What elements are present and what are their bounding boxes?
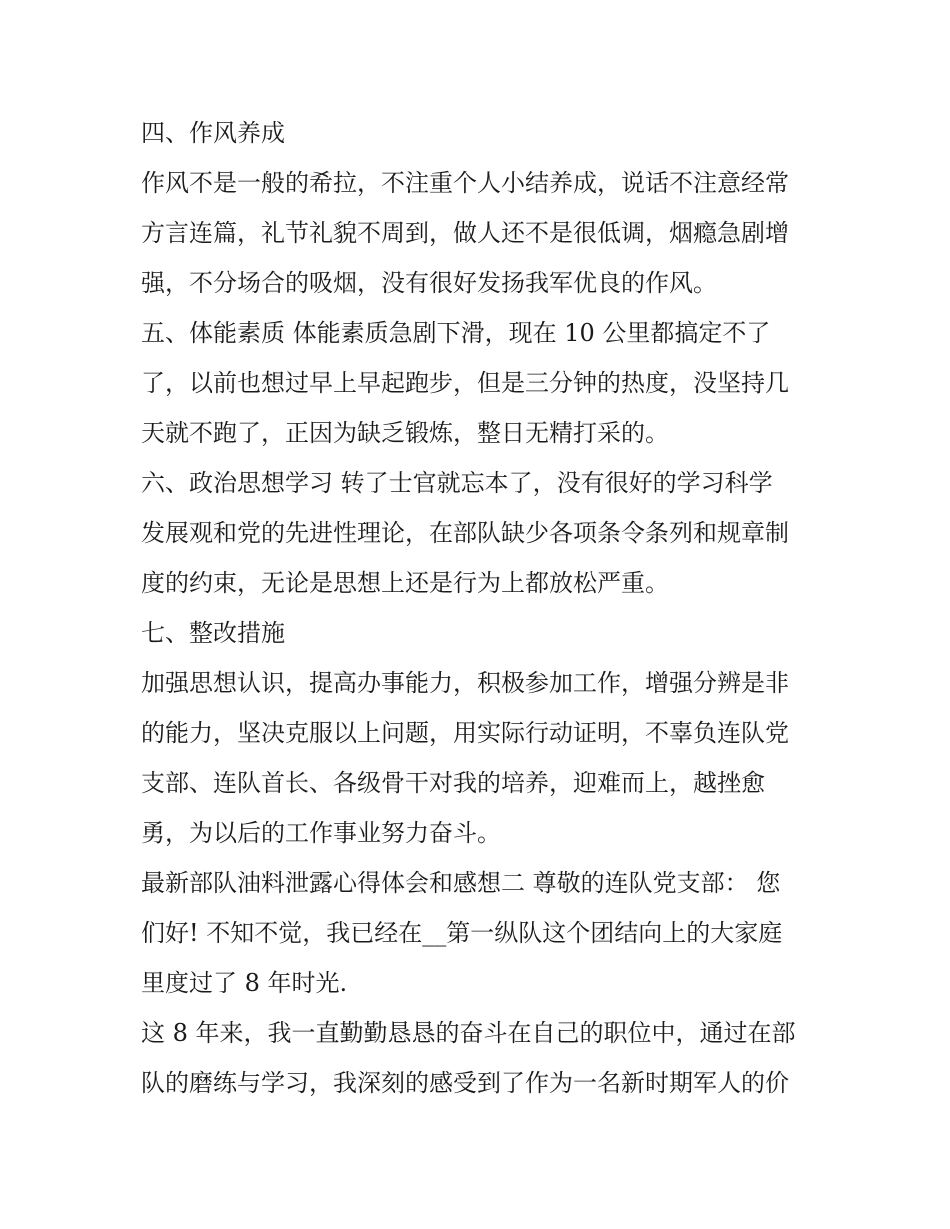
paragraph-line: 最新部队油料泄露心得体会和感想二 尊敬的连队党支部： 您 bbox=[141, 869, 781, 897]
paragraph-line: 六、政治思想学习 转了士官就忘本了，没有很好的学习科学 bbox=[141, 469, 773, 497]
paragraph-line: 了，以前也想过早上早起跑步，但是三分钟的热度，没坚持几 bbox=[141, 369, 789, 397]
paragraph-line: 里度过了 8 年时光. bbox=[141, 969, 348, 997]
paragraph-line: 这 8 年来，我一直勤勤恳恳的奋斗在自己的职位中，通过在部 bbox=[141, 1019, 796, 1047]
paragraph-line: 五、体能素质 体能素质急剧下滑，现在 10 公里都搞定不了 bbox=[141, 319, 771, 347]
paragraph-line: 天就不跑了，正因为缺乏锻炼，整日无精打采的。 bbox=[141, 419, 669, 447]
heading-style: 四、作风养成 bbox=[141, 119, 285, 147]
paragraph-line: 支部、连队首长、各级骨干对我的培养，迎难而上，越挫愈 bbox=[141, 769, 765, 797]
paragraph-line: 的能力，坚决克服以上问题，用实际行动证明，不辜负连队党 bbox=[141, 719, 789, 747]
paragraph-line: 强，不分场合的吸烟，没有很好发扬我军优良的作风。 bbox=[141, 269, 717, 297]
paragraph-line: 加强思想认识，提高办事能力，积极参加工作，增强分辨是非 bbox=[141, 669, 789, 697]
paragraph-line: 发展观和党的先进性理论，在部队缺少各项条令条列和规章制 bbox=[141, 519, 789, 547]
paragraph-line: 队的磨练与学习，我深刻的感受到了作为一名新时期军人的价 bbox=[141, 1069, 789, 1097]
paragraph-line: 度的约束，无论是思想上还是行为上都放松严重。 bbox=[141, 569, 669, 597]
paragraph-line: 作风不是一般的希拉，不注重个人小结养成，说话不注意经常 bbox=[141, 169, 789, 197]
heading-measures: 七、整改措施 bbox=[141, 619, 285, 647]
paragraph-line: 们好! 不知不觉，我已经在__第一纵队这个团结向上的大家庭 bbox=[141, 919, 783, 947]
document-body bbox=[141, 108, 821, 1108]
paragraph-line: 勇，为以后的工作事业努力奋斗。 bbox=[141, 819, 501, 847]
paragraph-line: 方言连篇，礼节礼貌不周到，做人还不是很低调，烟瘾急剧增 bbox=[141, 219, 789, 247]
